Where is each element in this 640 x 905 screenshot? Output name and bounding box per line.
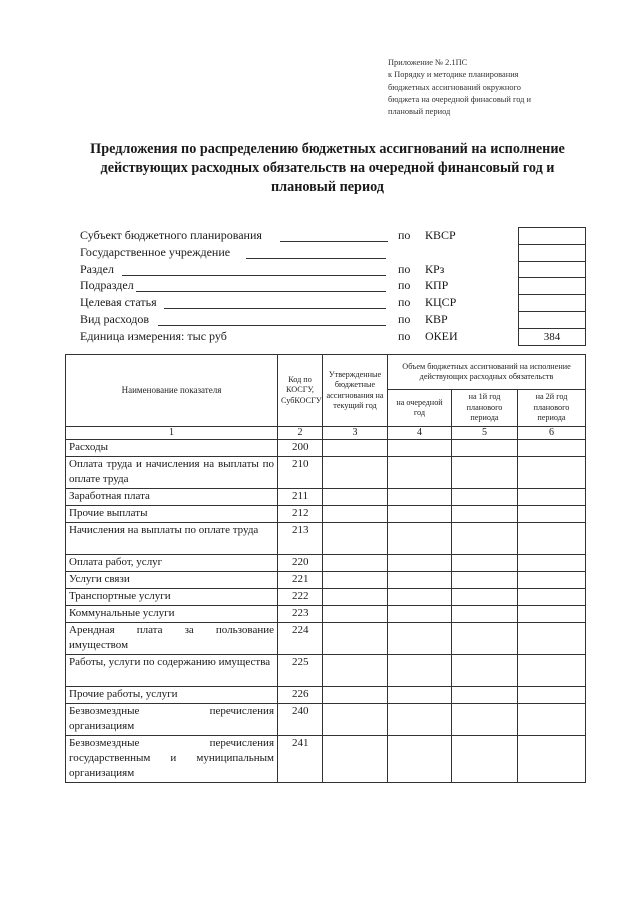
meta-row — [80, 262, 585, 278]
meta-fill-line[interactable] — [164, 308, 386, 309]
value-cell[interactable] — [388, 589, 452, 606]
value-cell[interactable] — [452, 687, 518, 704]
column-number-row — [66, 427, 586, 440]
value-cell[interactable] — [452, 623, 518, 655]
value-cell[interactable] — [452, 457, 518, 489]
value-cell[interactable] — [388, 687, 452, 704]
meta-classifier-code: КПР — [425, 278, 449, 293]
header-plan1: на 1й год планового периода — [452, 390, 518, 427]
meta-classifier-code: КЦСР — [425, 295, 457, 310]
appendix-line: плановый период — [388, 107, 451, 117]
value-cell[interactable] — [518, 440, 586, 457]
value-cell[interactable] — [323, 506, 388, 523]
appendix-line: Приложение № 2.1ПС — [388, 58, 468, 67]
row-code: 212 — [278, 506, 323, 523]
value-cell[interactable] — [452, 572, 518, 589]
row-code: 213 — [278, 523, 323, 555]
column-number: 5 — [452, 427, 518, 440]
meta-po: по — [398, 278, 411, 293]
row-code: 241 — [278, 736, 323, 783]
value-cell[interactable] — [518, 572, 586, 589]
value-cell[interactable] — [323, 687, 388, 704]
row-code: 223 — [278, 606, 323, 623]
meta-code-box[interactable] — [518, 311, 586, 328]
meta-label: Подраздел — [80, 278, 134, 293]
meta-row — [80, 228, 585, 244]
value-cell[interactable] — [323, 440, 388, 457]
row-name: Начисления на выплаты по оплате труда — [66, 523, 278, 555]
meta-code-box[interactable] — [518, 277, 586, 294]
value-cell[interactable] — [388, 457, 452, 489]
column-number: 1 — [66, 427, 278, 440]
row-name: Оплата труда и начисления на выплаты по оплате труда — [66, 457, 278, 489]
value-cell[interactable] — [518, 523, 586, 555]
row-name: Заработная плата — [66, 489, 278, 506]
value-cell[interactable] — [323, 623, 388, 655]
meta-po: по — [398, 228, 411, 242]
value-cell[interactable] — [452, 704, 518, 736]
table-row — [66, 606, 586, 623]
meta-row — [80, 312, 585, 328]
header-approved: Утвержденные бюджетные ассигнования на текущий год — [323, 355, 388, 427]
title-line: плановый период — [270, 179, 384, 195]
value-cell[interactable] — [388, 704, 452, 736]
meta-fill-line[interactable] — [136, 291, 386, 292]
value-cell[interactable] — [323, 489, 388, 506]
column-number: 3 — [323, 427, 388, 440]
header-name: Наименование показателя — [66, 355, 278, 427]
table-row — [66, 440, 586, 457]
value-cell[interactable] — [323, 704, 388, 736]
value-cell[interactable] — [388, 572, 452, 589]
table-row — [66, 687, 586, 704]
value-cell[interactable] — [388, 736, 452, 783]
meta-fill-line[interactable] — [246, 258, 386, 259]
value-cell[interactable] — [388, 623, 452, 655]
meta-classifier-code: КВСР — [425, 228, 456, 242]
row-code: 210 — [278, 457, 323, 489]
value-cell[interactable] — [518, 704, 586, 736]
column-number: 6 — [518, 427, 586, 440]
meta-po: по — [398, 328, 411, 343]
meta-classifier-code: ОКЕИ — [425, 328, 458, 343]
value-cell[interactable] — [518, 687, 586, 704]
table-row — [66, 572, 586, 589]
row-name: Прочие работы, услуги — [66, 687, 278, 704]
value-cell[interactable] — [323, 736, 388, 783]
meta-classifier-code: КВР — [425, 312, 448, 326]
value-cell[interactable] — [323, 555, 388, 572]
header-code: Код по КОСГУ, СубКОСГУ — [278, 355, 323, 427]
value-cell[interactable] — [518, 489, 586, 506]
row-name: Прочие выплаты — [66, 506, 278, 523]
meta-label: Вид расходов — [80, 312, 149, 326]
meta-po: по — [398, 261, 411, 276]
table-row — [66, 489, 586, 506]
row-name: Безвозмездные перечисления организациям — [66, 704, 278, 736]
meta-label: Государственное учреждение — [80, 244, 231, 259]
meta-label: Раздел — [80, 261, 114, 276]
value-cell[interactable] — [452, 589, 518, 606]
value-cell[interactable] — [323, 457, 388, 489]
value-cell[interactable] — [452, 736, 518, 783]
value-cell[interactable] — [518, 623, 586, 655]
meta-code-box[interactable] — [518, 294, 586, 311]
meta-label: Целевая статья — [80, 295, 157, 310]
value-cell[interactable] — [518, 736, 586, 783]
column-number: 2 — [278, 427, 323, 440]
header-volume: Объем бюджетных ассигнований на исполнение действующих расходных обязательств — [388, 355, 586, 390]
appendix-line: бюджета на очередной финасовый год и — [388, 94, 531, 104]
row-name: Арендная плата за пользование имуществом — [66, 623, 278, 655]
value-cell[interactable] — [452, 655, 518, 687]
title-line: действующих расходных обязательств на очередной финансовый год и — [100, 160, 555, 176]
value-cell[interactable] — [518, 555, 586, 572]
table-row — [66, 704, 586, 736]
column-number: 4 — [388, 427, 452, 440]
meta-row — [80, 329, 585, 345]
value-cell[interactable] — [518, 606, 586, 623]
value-cell[interactable] — [388, 489, 452, 506]
meta-label: Субъект бюджетного планирования — [80, 228, 262, 242]
meta-code-box[interactable]: 384 — [518, 328, 586, 346]
table-row — [66, 555, 586, 572]
appendix-line: к Порядку и методике планирования — [388, 70, 519, 80]
table-row — [66, 506, 586, 523]
meta-row — [80, 295, 585, 311]
row-code: 220 — [278, 555, 323, 572]
allocation-table — [65, 354, 586, 783]
document-title — [60, 140, 595, 197]
meta-code-box[interactable] — [518, 261, 586, 278]
meta-po: по — [398, 312, 411, 326]
table-row — [66, 523, 586, 555]
appendix-note — [388, 57, 608, 118]
meta-po: по — [398, 295, 411, 310]
table-row — [66, 655, 586, 687]
value-cell[interactable] — [518, 506, 586, 523]
row-code: 240 — [278, 704, 323, 736]
meta-code-box[interactable] — [518, 227, 586, 244]
meta-classifier-code: КРз — [425, 261, 445, 276]
value-cell[interactable] — [518, 655, 586, 687]
value-cell[interactable] — [452, 606, 518, 623]
value-cell[interactable] — [323, 655, 388, 687]
meta-label: Единица измерения: тыс руб — [80, 328, 227, 343]
row-name: Оплата работ, услуг — [66, 555, 278, 572]
row-name: Услуги связи — [66, 572, 278, 589]
value-cell[interactable] — [452, 523, 518, 555]
value-cell[interactable] — [452, 555, 518, 572]
table-row — [66, 736, 586, 783]
row-name: Безвозмездные перечисления государственным и муниципальным организациям — [66, 736, 278, 783]
meta-fill-line[interactable] — [122, 275, 386, 276]
table-row — [66, 457, 586, 489]
value-cell[interactable] — [388, 506, 452, 523]
row-code: 221 — [278, 572, 323, 589]
row-code: 211 — [278, 489, 323, 506]
value-cell[interactable] — [388, 606, 452, 623]
header-next-year: на очередной год — [388, 390, 452, 427]
row-code: 224 — [278, 623, 323, 655]
row-name: Коммунальные услуги — [66, 606, 278, 623]
row-code: 222 — [278, 589, 323, 606]
row-name: Расходы — [66, 440, 278, 457]
row-code: 225 — [278, 655, 323, 687]
value-cell[interactable] — [452, 506, 518, 523]
value-cell[interactable] — [518, 589, 586, 606]
row-code: 226 — [278, 687, 323, 704]
value-cell[interactable] — [452, 489, 518, 506]
value-cell[interactable] — [388, 655, 452, 687]
row-name: Транспортные услуги — [66, 589, 278, 606]
value-cell[interactable] — [518, 457, 586, 489]
value-cell[interactable] — [388, 555, 452, 572]
meta-row — [80, 278, 585, 294]
header-plan2: на 2й год планового периода — [518, 390, 586, 427]
row-code: 200 — [278, 440, 323, 457]
meta-code-box[interactable] — [518, 244, 586, 261]
value-cell[interactable] — [452, 440, 518, 457]
meta-row — [80, 245, 585, 261]
meta-fill-line[interactable] — [158, 325, 386, 326]
value-cell[interactable] — [388, 440, 452, 457]
value-cell[interactable] — [323, 523, 388, 555]
value-cell[interactable] — [388, 523, 452, 555]
value-cell[interactable] — [323, 589, 388, 606]
table-row — [66, 623, 586, 655]
value-cell[interactable] — [323, 572, 388, 589]
meta-fill-line[interactable] — [280, 241, 388, 242]
table-row — [66, 589, 586, 606]
title-line: Предложения по распределению бюджетных ассигнований на исполнение — [90, 141, 565, 157]
appendix-line: бюджетных ассигнований окружного — [388, 82, 521, 92]
value-cell[interactable] — [323, 606, 388, 623]
row-name: Работы, услуги по содержанию имущества — [66, 655, 278, 687]
